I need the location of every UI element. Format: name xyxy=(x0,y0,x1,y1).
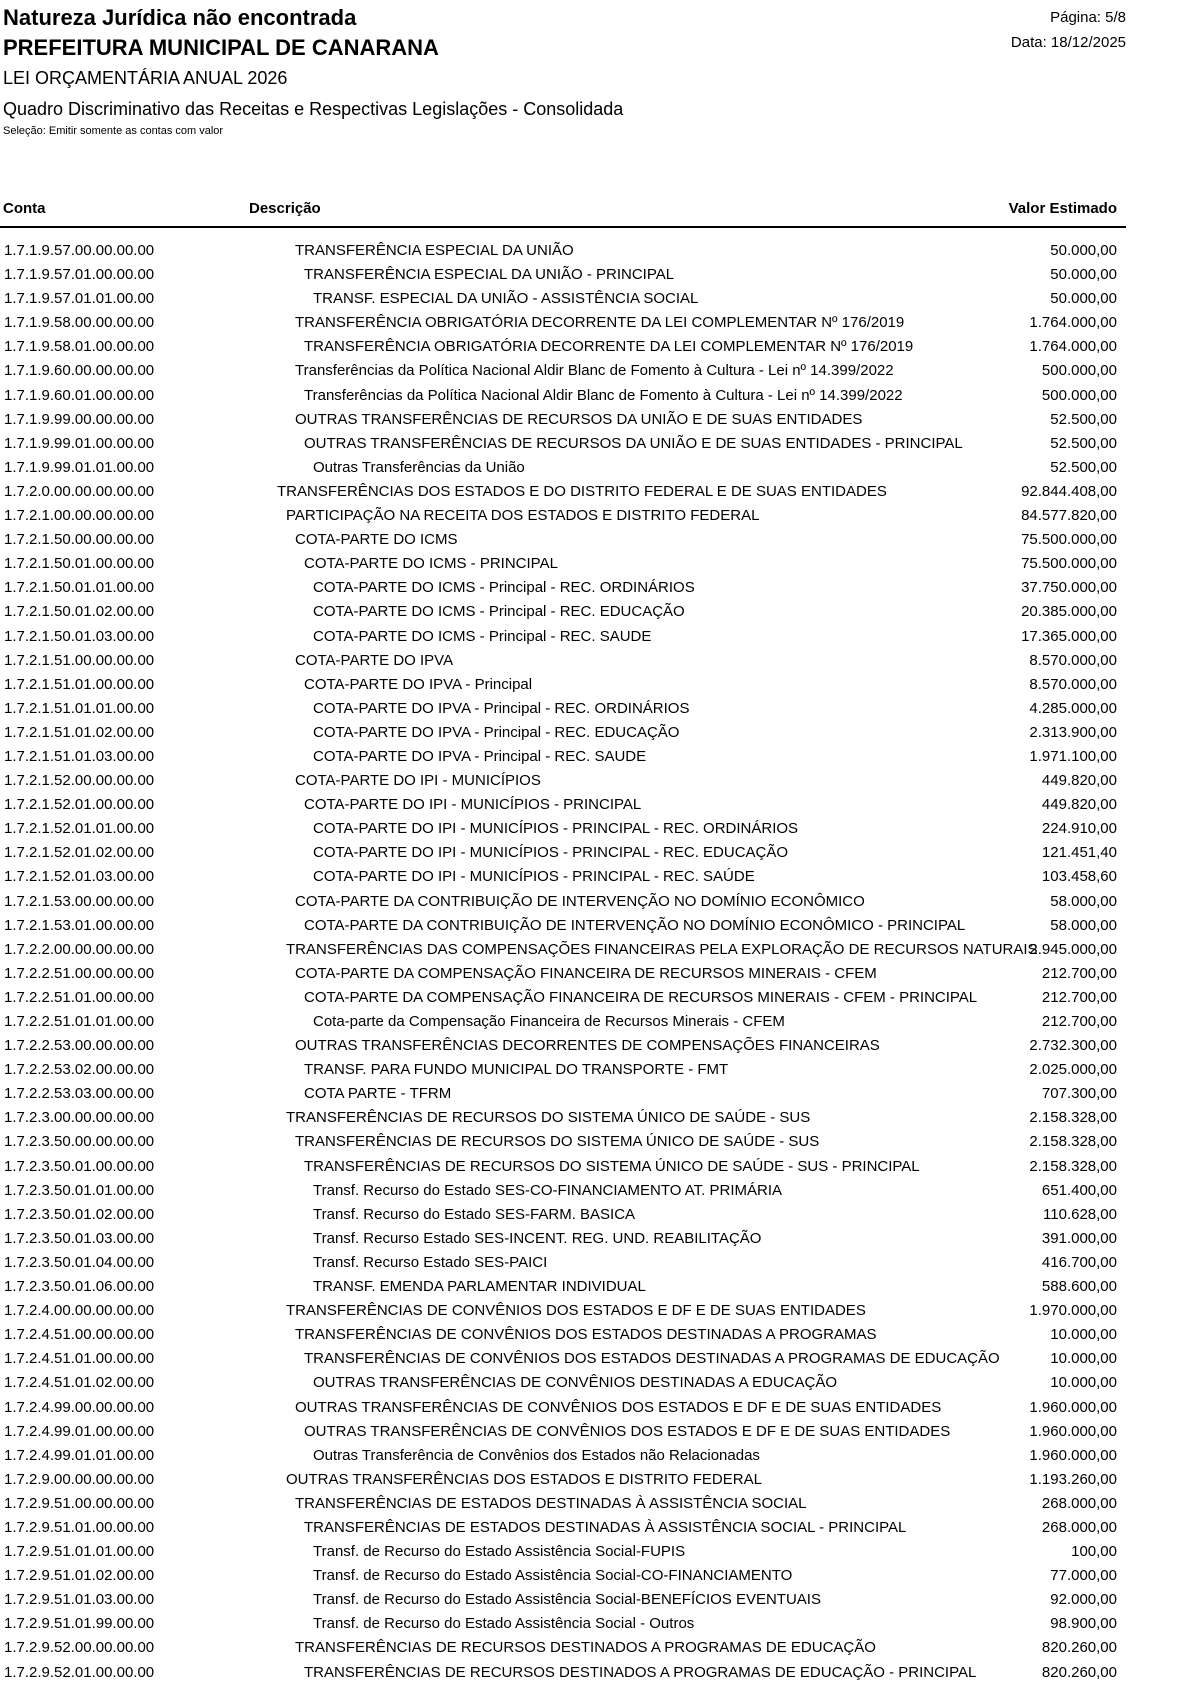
table-row xyxy=(0,239,1126,263)
account-description: TRANSF. EMENDA PARLAMENTAR INDIVIDUAL xyxy=(313,1278,646,1296)
estimated-value: 391.000,00 xyxy=(1041,1229,1117,1247)
table-row xyxy=(0,1323,1126,1347)
account-description: TRANSFERÊNCIA ESPECIAL DA UNIÃO xyxy=(295,242,574,259)
table-row xyxy=(0,1661,1126,1685)
estimated-value: 37.750.000,00 xyxy=(1021,579,1117,597)
account-description: Transferências da Política Nacional Aldir Blanc de Fomento à Cultura - Lei nº 14.399/2022 xyxy=(295,362,894,380)
table-row xyxy=(0,817,1126,841)
account-description: COTA-PARTE DO IPI - MUNICÍPIOS - PRINCIPAL - REC. ORDINÁRIOS xyxy=(313,820,799,838)
account-description: Transferências da Política Nacional Aldir Blanc de Fomento à Cultura - Lei nº 14.399/2022 xyxy=(304,386,903,404)
estimated-value: 212.700,00 xyxy=(1041,1013,1117,1030)
account-code: 1.7.1.9.57.00.00.00.00 xyxy=(4,242,155,259)
account-code: 1.7.2.2.53.03.00.00.00 xyxy=(4,1085,155,1103)
estimated-value: 58.000,00 xyxy=(1050,916,1117,934)
account-code: 1.7.2.9.52.00.00.00.00 xyxy=(4,1639,155,1657)
table-row xyxy=(0,263,1126,287)
estimated-value: 2.313.900,00 xyxy=(1029,723,1117,741)
table-row xyxy=(0,552,1126,576)
estimated-value: 2.158.328,00 xyxy=(1029,1133,1117,1151)
account-description: COTA-PARTE DO ICMS - PRINCIPAL xyxy=(304,555,558,573)
account-code: 1.7.2.3.00.00.00.00.00 xyxy=(4,1109,155,1127)
estimated-value: 212.700,00 xyxy=(1041,988,1117,1006)
table-row xyxy=(0,600,1126,624)
table-row xyxy=(0,1396,1126,1420)
table-row xyxy=(0,287,1126,311)
column-header-descricao: Descrição xyxy=(249,200,321,217)
account-description: COTA-PARTE DO ICMS xyxy=(295,531,458,549)
account-code: 1.7.2.1.52.00.00.00.00 xyxy=(4,772,155,790)
table-row xyxy=(0,1251,1126,1275)
table-row xyxy=(0,1468,1126,1492)
account-code: 1.7.1.9.58.00.00.00.00 xyxy=(4,314,155,332)
table-row xyxy=(0,359,1126,383)
account-description: COTA-PARTE DA CONTRIBUIÇÃO DE INTERVENÇÃO NO DOMÍNIO ECONÔMICO xyxy=(295,892,865,910)
account-code: 1.7.2.1.52.01.03.00.00 xyxy=(4,868,155,886)
table-row xyxy=(0,649,1126,673)
account-description: COTA-PARTE DO IPI - MUNICÍPIOS - PRINCIPAL xyxy=(304,796,642,814)
account-description: COTA-PARTE DO IPVA - Principal - REC. SAUDE xyxy=(313,747,647,765)
estimated-value: 50.000,00 xyxy=(1050,290,1117,308)
account-description: TRANSFERÊNCIAS DE RECURSOS DO SISTEMA ÚNICO DE SAÚDE - SUS xyxy=(286,1109,811,1127)
account-description: OUTRAS TRANSFERÊNCIAS DOS ESTADOS E DISTRITO FEDERAL xyxy=(286,1470,762,1488)
account-code: 1.7.2.3.50.01.00.00.00 xyxy=(4,1157,155,1175)
table-row xyxy=(0,1010,1126,1034)
account-code: 1.7.2.4.99.01.00.00.00 xyxy=(4,1422,155,1440)
account-description: Transf. de Recurso do Estado Assistência Social - Outros xyxy=(313,1615,695,1633)
report-title-nature: Natureza Jurídica não encontrada xyxy=(3,5,357,30)
account-description: Transf. Recurso Estado SES-PAICI xyxy=(313,1253,548,1271)
account-description: COTA-PARTE DA COMPENSAÇÃO FINANCEIRA DE RECURSOS MINERAIS - CFEM xyxy=(295,964,877,982)
estimated-value: 1.764.000,00 xyxy=(1029,338,1117,356)
account-code: 1.7.2.9.51.00.00.00.00 xyxy=(4,1494,155,1512)
estimated-value: 1.960.000,00 xyxy=(1029,1422,1117,1440)
table-row xyxy=(0,769,1126,793)
account-description: TRANSFERÊNCIAS DE CONVÊNIOS DOS ESTADOS DESTINADAS A PROGRAMAS DE EDUCAÇÃO xyxy=(304,1350,1000,1368)
table-row xyxy=(0,1130,1126,1154)
estimated-value: 224.910,00 xyxy=(1041,820,1117,838)
account-code: 1.7.1.9.58.01.00.00.00 xyxy=(4,338,155,356)
estimated-value: 2.158.328,00 xyxy=(1029,1157,1117,1175)
account-description: COTA-PARTE DO IPVA - Principal xyxy=(304,675,533,693)
estimated-value: 416.700,00 xyxy=(1041,1253,1117,1271)
report-title-table: Quadro Discriminativo das Receitas e Respectivas Legislações - Consolidada xyxy=(3,99,624,119)
estimated-value: 1.193.260,00 xyxy=(1029,1470,1117,1488)
account-code: 1.7.2.1.51.01.00.00.00 xyxy=(4,675,155,693)
account-code: 1.7.2.1.50.01.00.00.00 xyxy=(4,555,155,573)
account-description: TRANSFERÊNCIAS DOS ESTADOS E DO DISTRITO FEDERAL E DE SUAS ENTIDADES xyxy=(277,482,887,500)
account-description: COTA-PARTE DO IPVA - Principal - REC. ORDINÁRIOS xyxy=(313,699,690,717)
report-selection-note: Seleção: Emitir somente as contas com valor xyxy=(3,125,224,137)
account-description: OUTRAS TRANSFERÊNCIAS DECORRENTES DE COMPENSAÇÕES FINANCEIRAS xyxy=(295,1037,880,1055)
estimated-value: 52.500,00 xyxy=(1050,410,1117,428)
account-description: COTA-PARTE DO ICMS - Principal - REC. EDUCAÇÃO xyxy=(313,603,685,621)
estimated-value: 500.000,00 xyxy=(1041,386,1117,404)
table-row xyxy=(0,865,1126,889)
account-description: Transf. Recurso Estado SES-INCENT. REG. UND. REABILITAÇÃO xyxy=(313,1229,762,1247)
estimated-value: 10.000,00 xyxy=(1050,1350,1117,1368)
account-description: COTA-PARTE DO IPVA xyxy=(295,651,454,669)
estimated-value: 50.000,00 xyxy=(1050,266,1117,284)
estimated-value: 52.500,00 xyxy=(1050,458,1117,476)
estimated-value: 268.000,00 xyxy=(1041,1494,1117,1512)
table-row xyxy=(0,745,1126,769)
table-row xyxy=(0,1082,1126,1106)
account-code: 1.7.2.2.51.01.01.00.00 xyxy=(4,1013,155,1030)
estimated-value: 500.000,00 xyxy=(1041,362,1117,380)
estimated-value: 75.500.000,00 xyxy=(1021,531,1117,549)
table-row xyxy=(0,1299,1126,1323)
account-code: 1.7.2.1.50.01.03.00.00 xyxy=(4,627,155,645)
account-description: TRANSF. PARA FUNDO MUNICIPAL DO TRANSPORTE - FMT xyxy=(304,1061,729,1079)
estimated-value: 1.960.000,00 xyxy=(1029,1398,1117,1416)
estimated-value: 8.570.000,00 xyxy=(1029,675,1117,693)
estimated-value: 100,00 xyxy=(1071,1543,1117,1561)
column-header-valor: Valor Estimado xyxy=(1008,200,1117,217)
estimated-value: 820.260,00 xyxy=(1041,1639,1117,1657)
table-row xyxy=(0,793,1126,817)
account-code: 1.7.2.3.50.01.03.00.00 xyxy=(4,1229,155,1247)
account-description: TRANSFERÊNCIAS DE RECURSOS DESTINADOS A PROGRAMAS DE EDUCAÇÃO xyxy=(295,1639,876,1657)
estimated-value: 103.458,60 xyxy=(1041,868,1117,886)
table-row xyxy=(0,673,1126,697)
table-row xyxy=(0,1371,1126,1395)
table-row xyxy=(0,1492,1126,1516)
report-date: Data: 18/12/2025 xyxy=(1010,34,1126,51)
account-description: PARTICIPAÇÃO NA RECEITA DOS ESTADOS E DISTRITO FEDERAL xyxy=(286,507,760,525)
account-code: 1.7.2.9.51.01.03.00.00 xyxy=(4,1591,155,1609)
table-row xyxy=(0,962,1126,986)
table-row xyxy=(0,1420,1126,1444)
table-row xyxy=(0,697,1126,721)
account-description: COTA-PARTE DO ICMS - Principal - REC. ORDINÁRIOS xyxy=(313,579,695,597)
estimated-value: 2.025.000,00 xyxy=(1029,1061,1117,1079)
account-code: 1.7.2.2.00.00.00.00.00 xyxy=(4,940,155,958)
account-code: 1.7.2.9.51.01.00.00.00 xyxy=(4,1518,155,1536)
estimated-value: 58.000,00 xyxy=(1050,892,1117,910)
account-description: OUTRAS TRANSFERÊNCIAS DE RECURSOS DA UNIÃO E DE SUAS ENTIDADES xyxy=(295,410,863,428)
table-row xyxy=(0,721,1126,745)
account-description: OUTRAS TRANSFERÊNCIAS DE RECURSOS DA UNIÃO E DE SUAS ENTIDADES - PRINCIPAL xyxy=(304,434,963,452)
table-row xyxy=(0,1444,1126,1468)
estimated-value: 820.260,00 xyxy=(1041,1663,1117,1681)
estimated-value: 17.365.000,00 xyxy=(1021,627,1117,645)
estimated-value: 92.844.408,00 xyxy=(1021,482,1117,500)
account-description: TRANSFERÊNCIAS DE CONVÊNIOS DOS ESTADOS E DF E DE SUAS ENTIDADES xyxy=(286,1302,866,1320)
account-description: TRANSFERÊNCIA OBRIGATÓRIA DECORRENTE DA LEI COMPLEMENTAR Nº 176/2019 xyxy=(295,314,905,332)
estimated-value: 92.000,00 xyxy=(1050,1591,1117,1609)
account-description: COTA-PARTE DO IPI - MUNICÍPIOS xyxy=(295,772,541,790)
table-header xyxy=(0,198,1126,228)
table-row xyxy=(0,1034,1126,1058)
account-description: Transf. de Recurso do Estado Assistência Social-CO-FINANCIAMENTO xyxy=(313,1567,793,1585)
estimated-value: 1.971.100,00 xyxy=(1029,747,1117,765)
account-code: 1.7.2.1.51.01.01.00.00 xyxy=(4,699,155,717)
account-code: 1.7.2.3.50.01.02.00.00 xyxy=(4,1205,155,1223)
table-row xyxy=(0,1058,1126,1082)
table-row xyxy=(0,1347,1126,1371)
estimated-value: 212.700,00 xyxy=(1041,964,1117,982)
account-code: 1.7.2.1.53.01.00.00.00 xyxy=(4,916,155,934)
estimated-value: 121.451,40 xyxy=(1041,844,1117,862)
page-number: Página: 5/8 xyxy=(1050,9,1126,26)
estimated-value: 707.300,00 xyxy=(1041,1085,1117,1103)
account-code: 1.7.2.3.50.00.00.00.00 xyxy=(4,1133,155,1151)
estimated-value: 75.500.000,00 xyxy=(1021,555,1117,573)
table-row xyxy=(0,504,1126,528)
table-row xyxy=(0,480,1126,504)
account-description: Transf. de Recurso do Estado Assistência Social-BENEFÍCIOS EVENTUAIS xyxy=(313,1591,821,1609)
table-row xyxy=(0,1564,1126,1588)
table-row xyxy=(0,1540,1126,1564)
account-code: 1.7.2.1.52.01.00.00.00 xyxy=(4,796,155,814)
account-description: COTA-PARTE DO ICMS - Principal - REC. SAUDE xyxy=(313,627,652,645)
table-row xyxy=(0,1612,1126,1636)
estimated-value: 77.000,00 xyxy=(1050,1567,1117,1585)
estimated-value: 52.500,00 xyxy=(1050,434,1117,452)
estimated-value: 1.764.000,00 xyxy=(1029,314,1117,332)
account-code: 1.7.2.9.51.01.02.00.00 xyxy=(4,1567,155,1585)
table-row xyxy=(0,914,1126,938)
account-code: 1.7.2.1.51.00.00.00.00 xyxy=(4,651,155,669)
estimated-value: 449.820,00 xyxy=(1041,796,1117,814)
account-code: 1.7.2.4.00.00.00.00.00 xyxy=(4,1302,155,1320)
estimated-value: 268.000,00 xyxy=(1041,1518,1117,1536)
estimated-value: 10.000,00 xyxy=(1050,1374,1117,1392)
account-code: 1.7.2.3.50.01.06.00.00 xyxy=(4,1278,155,1296)
account-description: COTA-PARTE DO IPI - MUNICÍPIOS - PRINCIPAL - REC. EDUCAÇÃO xyxy=(313,844,789,862)
account-code: 1.7.1.9.57.01.00.00.00 xyxy=(4,266,155,284)
account-description: Cota-parte da Compensação Financeira de Recursos Minerais - CFEM xyxy=(313,1013,785,1030)
account-description: TRANSFERÊNCIAS DE CONVÊNIOS DOS ESTADOS DESTINADAS A PROGRAMAS xyxy=(295,1326,877,1344)
table-row xyxy=(0,335,1126,359)
estimated-value: 8.570.000,00 xyxy=(1029,651,1117,669)
table-row xyxy=(0,1227,1126,1251)
account-code: 1.7.1.9.99.01.01.00.00 xyxy=(4,458,155,476)
table-row xyxy=(0,1155,1126,1179)
table-row xyxy=(0,625,1126,649)
account-description: TRANSFERÊNCIAS DE ESTADOS DESTINADAS À ASSISTÊNCIA SOCIAL xyxy=(295,1494,807,1512)
account-code: 1.7.1.9.57.01.01.00.00 xyxy=(4,290,155,308)
account-description: TRANSFERÊNCIAS DE ESTADOS DESTINADAS À ASSISTÊNCIA SOCIAL - PRINCIPAL xyxy=(304,1518,907,1536)
account-description: OUTRAS TRANSFERÊNCIAS DE CONVÊNIOS DOS ESTADOS E DF E DE SUAS ENTIDADES xyxy=(304,1422,951,1440)
account-description: Transf. Recurso do Estado SES-CO-FINANCIAMENTO AT. PRIMÁRIA xyxy=(313,1181,783,1199)
account-code: 1.7.1.9.99.00.00.00.00 xyxy=(4,410,155,428)
table-row xyxy=(0,841,1126,865)
account-description: TRANSFERÊNCIAS DAS COMPENSAÇÕES FINANCEIRAS PELA EXPLORAÇÃO DE RECURSOS NATURAIS xyxy=(286,940,1038,958)
estimated-value: 2.732.300,00 xyxy=(1029,1037,1117,1055)
account-code: 1.7.2.1.50.01.01.00.00 xyxy=(4,579,155,597)
estimated-value: 1.960.000,00 xyxy=(1029,1446,1117,1464)
account-code: 1.7.1.9.99.01.00.00.00 xyxy=(4,434,155,452)
account-code: 1.7.2.1.50.01.02.00.00 xyxy=(4,603,155,621)
table-row xyxy=(0,384,1126,408)
table-row xyxy=(0,938,1126,962)
table-row xyxy=(0,456,1126,480)
account-description: Outras Transferências da União xyxy=(313,458,525,476)
account-description: TRANSFERÊNCIAS DE RECURSOS DESTINADOS A PROGRAMAS DE EDUCAÇÃO - PRINCIPAL xyxy=(304,1663,977,1681)
estimated-value: 651.400,00 xyxy=(1041,1181,1117,1199)
column-header-conta: Conta xyxy=(3,200,46,217)
account-code: 1.7.2.2.53.00.00.00.00 xyxy=(4,1037,155,1055)
table-row xyxy=(0,1203,1126,1227)
table-row xyxy=(0,408,1126,432)
estimated-value: 110.628,00 xyxy=(1043,1205,1117,1223)
account-code: 1.7.2.1.51.01.02.00.00 xyxy=(4,723,155,741)
table-body xyxy=(0,239,1126,1685)
account-code: 1.7.2.4.51.00.00.00.00 xyxy=(4,1326,155,1344)
account-code: 1.7.2.1.52.01.01.00.00 xyxy=(4,820,155,838)
account-description: TRANSFERÊNCIAS DE RECURSOS DO SISTEMA ÚNICO DE SAÚDE - SUS xyxy=(295,1133,820,1151)
estimated-value: 588.600,00 xyxy=(1041,1278,1117,1296)
account-code: 1.7.2.2.51.00.00.00.00 xyxy=(4,964,155,982)
report-header xyxy=(3,4,623,138)
account-code: 1.7.2.3.50.01.01.00.00 xyxy=(4,1181,155,1199)
estimated-value: 4.285.000,00 xyxy=(1029,699,1117,717)
account-description: COTA-PARTE DA CONTRIBUIÇÃO DE INTERVENÇÃO NO DOMÍNIO ECONÔMICO - PRINCIPAL xyxy=(304,916,966,934)
report-title-law: LEI ORÇAMENTÁRIA ANUAL 2026 xyxy=(3,68,288,88)
account-code: 1.7.2.1.50.00.00.00.00 xyxy=(4,531,155,549)
account-description: TRANSF. ESPECIAL DA UNIÃO - ASSISTÊNCIA SOCIAL xyxy=(313,290,699,308)
table-row xyxy=(0,1588,1126,1612)
estimated-value: 98.900,00 xyxy=(1050,1615,1117,1633)
account-code: 1.7.2.4.99.00.00.00.00 xyxy=(4,1398,155,1416)
account-code: 1.7.2.4.51.01.02.00.00 xyxy=(4,1374,155,1392)
account-description: OUTRAS TRANSFERÊNCIAS DE CONVÊNIOS DESTINADAS A EDUCAÇÃO xyxy=(313,1374,837,1392)
account-description: COTA PARTE - TFRM xyxy=(304,1085,452,1103)
estimated-value: 2.158.328,00 xyxy=(1029,1109,1117,1127)
account-code: 1.7.2.9.00.00.00.00.00 xyxy=(4,1470,155,1488)
account-code: 1.7.2.9.51.01.01.00.00 xyxy=(4,1543,155,1561)
table-row xyxy=(0,432,1126,456)
page-info xyxy=(1011,5,1126,55)
account-description: COTA-PARTE DA COMPENSAÇÃO FINANCEIRA DE RECURSOS MINERAIS - CFEM - PRINCIPAL xyxy=(304,988,978,1006)
report-title-entity: PREFEITURA MUNICIPAL DE CANARANA xyxy=(3,35,439,60)
table-row xyxy=(0,311,1126,335)
account-code: 1.7.1.9.60.01.00.00.00 xyxy=(4,386,155,404)
account-code: 1.7.2.1.53.00.00.00.00 xyxy=(4,892,155,910)
account-description: Transf. Recurso do Estado SES-FARM. BASICA xyxy=(313,1205,636,1223)
estimated-value: 50.000,00 xyxy=(1050,242,1117,259)
account-description: Transf. de Recurso do Estado Assistência Social-FUPIS xyxy=(313,1543,686,1561)
table-row xyxy=(0,1106,1126,1130)
estimated-value: 10.000,00 xyxy=(1050,1326,1117,1344)
estimated-value: 449.820,00 xyxy=(1041,772,1117,790)
account-code: 1.7.2.2.51.01.00.00.00 xyxy=(4,988,155,1006)
account-description: TRANSFERÊNCIA ESPECIAL DA UNIÃO - PRINCIPAL xyxy=(304,266,675,284)
estimated-value: 1.970.000,00 xyxy=(1029,1302,1117,1320)
estimated-value: 2.945.000,00 xyxy=(1029,940,1117,958)
account-code: 1.7.2.9.51.01.99.00.00 xyxy=(4,1615,155,1633)
account-description: TRANSFERÊNCIA OBRIGATÓRIA DECORRENTE DA LEI COMPLEMENTAR Nº 176/2019 xyxy=(304,338,914,356)
account-description: OUTRAS TRANSFERÊNCIAS DE CONVÊNIOS DOS ESTADOS E DF E DE SUAS ENTIDADES xyxy=(295,1398,942,1416)
account-description: TRANSFERÊNCIAS DE RECURSOS DO SISTEMA ÚNICO DE SAÚDE - SUS - PRINCIPAL xyxy=(304,1157,920,1175)
account-code: 1.7.2.4.51.01.00.00.00 xyxy=(4,1350,155,1368)
table-row xyxy=(0,986,1126,1010)
account-description: COTA-PARTE DO IPI - MUNICÍPIOS - PRINCIPAL - REC. SAÚDE xyxy=(313,868,755,886)
account-code: 1.7.2.9.52.01.00.00.00 xyxy=(4,1663,155,1681)
table-row xyxy=(0,890,1126,914)
account-code: 1.7.2.1.00.00.00.00.00 xyxy=(4,507,155,525)
account-code: 1.7.2.1.51.01.03.00.00 xyxy=(4,747,155,765)
table-row xyxy=(0,1179,1126,1203)
table-row xyxy=(0,1636,1126,1660)
account-code: 1.7.2.0.00.00.00.00.00 xyxy=(4,482,155,500)
estimated-value: 84.577.820,00 xyxy=(1021,507,1117,525)
account-description: COTA-PARTE DO IPVA - Principal - REC. EDUCAÇÃO xyxy=(313,723,680,741)
account-code: 1.7.1.9.60.00.00.00.00 xyxy=(4,362,155,380)
account-code: 1.7.2.4.99.01.01.00.00 xyxy=(4,1446,155,1464)
estimated-value: 20.385.000,00 xyxy=(1021,603,1117,621)
account-code: 1.7.2.1.52.01.02.00.00 xyxy=(4,844,155,862)
table-row xyxy=(0,528,1126,552)
table-row xyxy=(0,1275,1126,1299)
account-code: 1.7.2.2.53.02.00.00.00 xyxy=(4,1061,155,1079)
table-row xyxy=(0,1516,1126,1540)
table-row xyxy=(0,576,1126,600)
account-code: 1.7.2.3.50.01.04.00.00 xyxy=(4,1253,155,1271)
account-description: Outras Transferência de Convênios dos Estados não Relacionadas xyxy=(313,1446,760,1464)
